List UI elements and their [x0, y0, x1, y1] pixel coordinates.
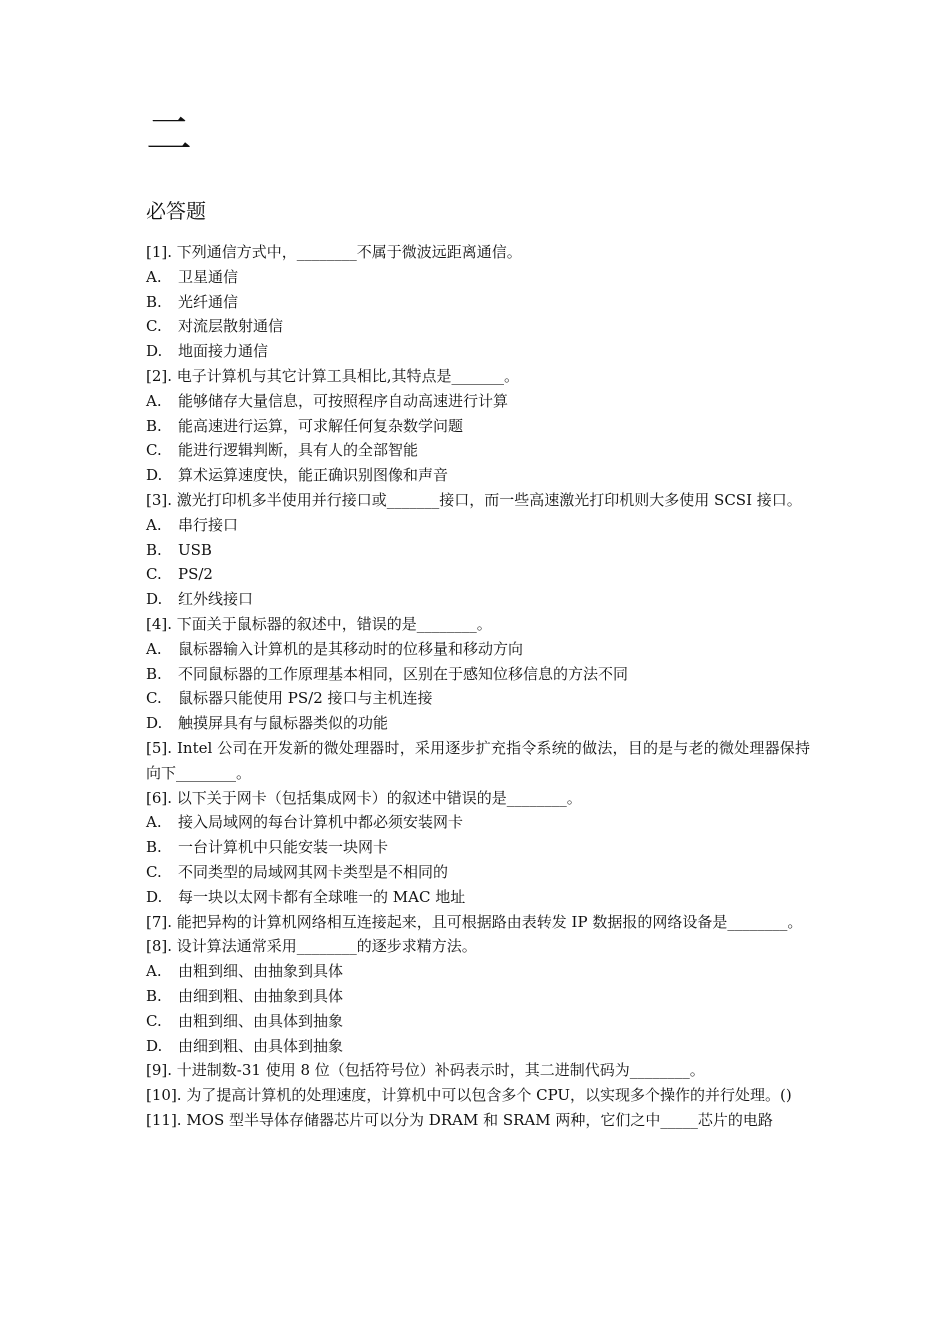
option-letter: D. — [146, 887, 163, 906]
option-text: 由粗到细、由具体到抽象 — [178, 1011, 344, 1030]
option-letter: A. — [146, 639, 162, 658]
option-text: 一台计算机中只能安装一块网卡 — [178, 838, 389, 857]
option-letter: C. — [146, 565, 162, 584]
answer-option — [146, 314, 810, 339]
answer-option — [146, 1009, 810, 1034]
question-text: [5]. Intel 公司在开发新的微处理器时，采用逐步扩充指令系统的做法，目的是与老的微处理器保持向下________。 — [146, 738, 810, 782]
option-letter: A. — [146, 267, 162, 286]
answer-option — [146, 463, 810, 488]
option-text: 卫星通信 — [178, 267, 239, 286]
answer-option — [146, 835, 810, 860]
answer-option — [146, 339, 810, 364]
option-letter: A. — [146, 962, 162, 981]
option-text: 鼠标器输入计算机的是其移动时的位移量和移动方向 — [178, 639, 524, 658]
option-letter: D. — [146, 466, 163, 485]
answer-option — [146, 538, 810, 563]
question-text: [3]. 激光打印机多半使用并行接口或_______接口，而一些高速激光打印机则大多使用 SCSI 接口。 — [146, 490, 802, 509]
answer-option — [146, 810, 810, 835]
answer-option — [146, 637, 810, 662]
option-text: 能进行逻辑判断，具有人的全部智能 — [178, 441, 419, 460]
question-text: [7]. 能把异构的计算机网络相互连接起来，且可根据路由表转发 IP 数据报的网络设备是________。 — [146, 912, 803, 931]
option-letter: B. — [146, 664, 162, 683]
option-text: 红外线接口 — [178, 590, 254, 609]
question-text: [9]. 十进制数-31 使用 8 位（包括符号位）补码表示时，其二进制代码为________。 — [146, 1061, 705, 1080]
question-text: [10]. 为了提高计算机的处理速度，计算机中可以包含多个 CPU，以实现多个操作的并行处理。() — [146, 1086, 792, 1105]
answer-option — [146, 438, 810, 463]
question-text: [1]. 下列通信方式中，________不属于微波远距离通信。 — [146, 243, 522, 261]
option-text: 串行接口 — [178, 515, 239, 534]
question-text: [6]. 以下关于网卡（包括集成网卡）的叙述中错误的是________。 — [146, 788, 582, 807]
answer-option — [146, 686, 810, 711]
option-text: PS/2 — [178, 565, 213, 584]
option-text: 每一块以太网卡都有全球唯一的 MAC 地址 — [178, 887, 466, 906]
option-letter: B. — [146, 416, 162, 435]
option-text: 接入局域网的每台计算机中都必须安装网卡 — [178, 813, 464, 832]
option-text: 由细到粗、由抽象到具体 — [178, 986, 344, 1005]
answer-option — [146, 1034, 810, 1059]
answer-option — [146, 662, 810, 687]
option-text: USB — [178, 540, 212, 559]
option-text: 不同鼠标器的工作原理基本相同，区别在于感知位移信息的方法不同 — [178, 664, 629, 683]
option-letter: B. — [146, 838, 162, 857]
option-letter: C. — [146, 317, 162, 336]
option-text: 由细到粗、由具体到抽象 — [178, 1036, 344, 1055]
answer-option — [146, 587, 810, 612]
option-letter: B. — [146, 986, 162, 1005]
option-text: 由粗到细、由抽象到具体 — [178, 962, 344, 981]
question-text: [4]. 下面关于鼠标器的叙述中，错误的是________。 — [146, 614, 492, 633]
question-text: [2]. 电子计算机与其它计算工具相比,其特点是_______。 — [146, 366, 520, 385]
option-letter: D. — [146, 1036, 163, 1055]
option-letter: C. — [146, 862, 162, 881]
option-letter: B. — [146, 292, 162, 311]
answer-option — [146, 513, 810, 538]
option-letter: C. — [146, 689, 162, 708]
question-text: [11]. MOS 型半导体存储器芯片可以分为 DRAM 和 SRAM 两种，它们之中_____芯片的电路 — [146, 1110, 773, 1129]
option-letter: D. — [146, 590, 163, 609]
answer-option — [146, 389, 810, 414]
option-text: 光纤通信 — [178, 292, 239, 311]
answer-option — [146, 562, 810, 587]
option-text: 对流层散射通信 — [178, 317, 284, 336]
answer-option — [146, 414, 810, 439]
option-letter: A. — [146, 391, 162, 410]
question-text: [8]. 设计算法通常采用________的逐步求精方法。 — [146, 937, 477, 956]
answer-option — [146, 984, 810, 1009]
chapter-title: 二 — [146, 107, 192, 161]
option-letter: B. — [146, 540, 162, 559]
option-text: 不同类型的局域网其网卡类型是不相同的 — [178, 862, 449, 881]
answer-option — [146, 959, 810, 984]
option-text: 能够储存大量信息，可按照程序自动高速进行计算 — [178, 391, 509, 410]
answer-option — [146, 290, 810, 315]
option-letter: C. — [146, 441, 162, 460]
option-letter: C. — [146, 1011, 162, 1030]
option-text: 能高速进行运算，可求解任何复杂数学问题 — [178, 416, 464, 435]
answer-option — [146, 265, 810, 290]
answer-option — [146, 885, 810, 910]
option-text: 地面接力通信 — [178, 342, 269, 361]
option-text: 算术运算速度快，能正确识别图像和声音 — [178, 466, 449, 485]
answer-option — [146, 711, 810, 736]
option-letter: A. — [146, 813, 162, 832]
option-letter: D. — [146, 714, 163, 733]
question-list — [146, 240, 810, 1133]
option-letter: D. — [146, 342, 163, 361]
answer-option — [146, 860, 810, 885]
option-text: 触摸屏具有与鼠标器类似的功能 — [178, 714, 389, 733]
option-text: 鼠标器只能使用 PS/2 接口与主机连接 — [178, 689, 433, 708]
section-title: 必答题 — [146, 199, 206, 223]
option-letter: A. — [146, 515, 162, 534]
